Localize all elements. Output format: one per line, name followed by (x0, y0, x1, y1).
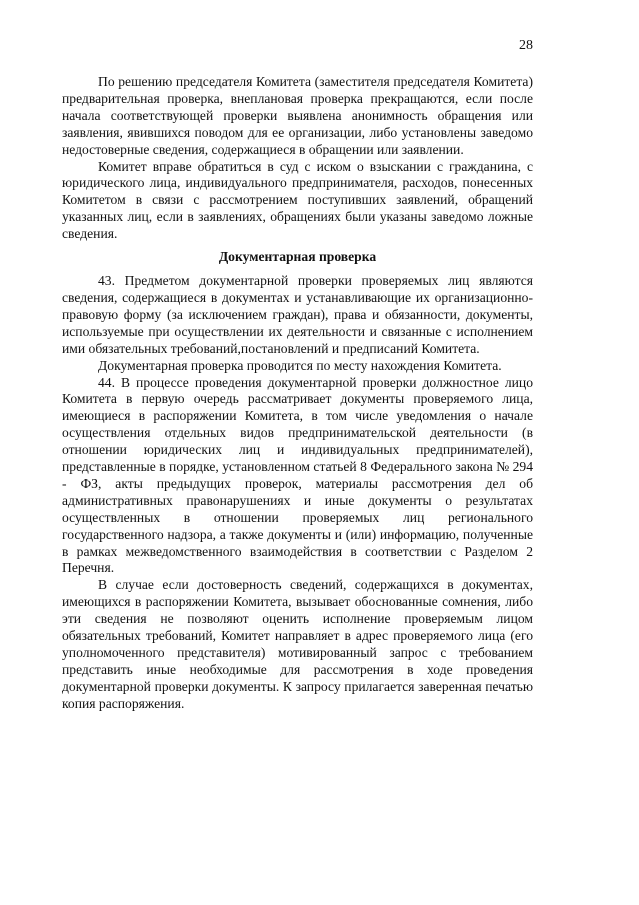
paragraph-item-43: 43. Предметом документарной проверки проверяемых лиц являются сведения, содержащиеся в документах и устанавливающие их организационно-правовую форму (за исключением граждан), права и обязанности, документы, используемые при осуществлении их деятельности и связанные с исполнением ими обязательных требований,постановлений и предписаний Комитета. (62, 273, 533, 356)
paragraph-court-claim: Комитет вправе обратиться в суд с иском о взыскании с гражданина, с юридического лица, индивидуального предпринимателя, расходов, понесенных Комитетом в связи с рассмотрением поступивших заявлений, обращений указанных лиц, если в заявлениях, обращениях были указаны заведомо ложные сведения. (62, 158, 533, 242)
page-number: 28 (519, 38, 533, 53)
paragraph-request: В случае если достоверность сведений, содержащихся в документах, имеющихся в распоряжении Комитета, вызывает обоснованные сомнения, либо эти сведения не позволяют оценить исполнение проверяемым лицом обязательных требований, Комитет направляет в адрес проверяемого лица (его уполномоченного представителя) мотивированный запрос с требованием представить иные необходимые для рассмотрения в ходе проведения документарной проверки документы. К запросу прилагается заверенная печатью копия распоряжения. (62, 577, 533, 711)
paragraph-item-44: 44. В процессе проведения документарной проверки должностное лицо Комитета в первую очередь рассматривает документы проверяемого лица, имеющиеся в распоряжении Комитета, в том числе уведомления о начале осуществления отдельных видов предпринимательской деятельности (в отношении юридических лиц и индивидуальных предпринимателей), представленные в порядке, установленном статьей 8 Федерального закона № 294 - ФЗ, акты предыдущих проверок, материалы рассмотрения дел об административных правонарушениях и иные документы о результатах осуществленных в отношении проверяемых лиц регионального государственного надзора, а также документы и (или) информацию, полученные в рамках межведомственного взаимодействия в соответствии с Разделом 2 Перечня. (62, 374, 533, 576)
paragraph-termination: По решению председателя Комитета (заместителя председателя Комитета) предварительная проверка, внеплановая проверка прекращаются, если после начала соответствующей проверки выявлена анонимность обращения или заявления, явившихся поводом для ее организации, либо установлены заведомо недостоверные сведения, содержащиеся в обращении или заявлении. (62, 74, 533, 157)
paragraph-location: Документарная проверка проводится по месту нахождения Комитета. (98, 357, 502, 373)
document-body (62, 74, 533, 713)
section-heading: Документарная проверка (218, 249, 377, 265)
